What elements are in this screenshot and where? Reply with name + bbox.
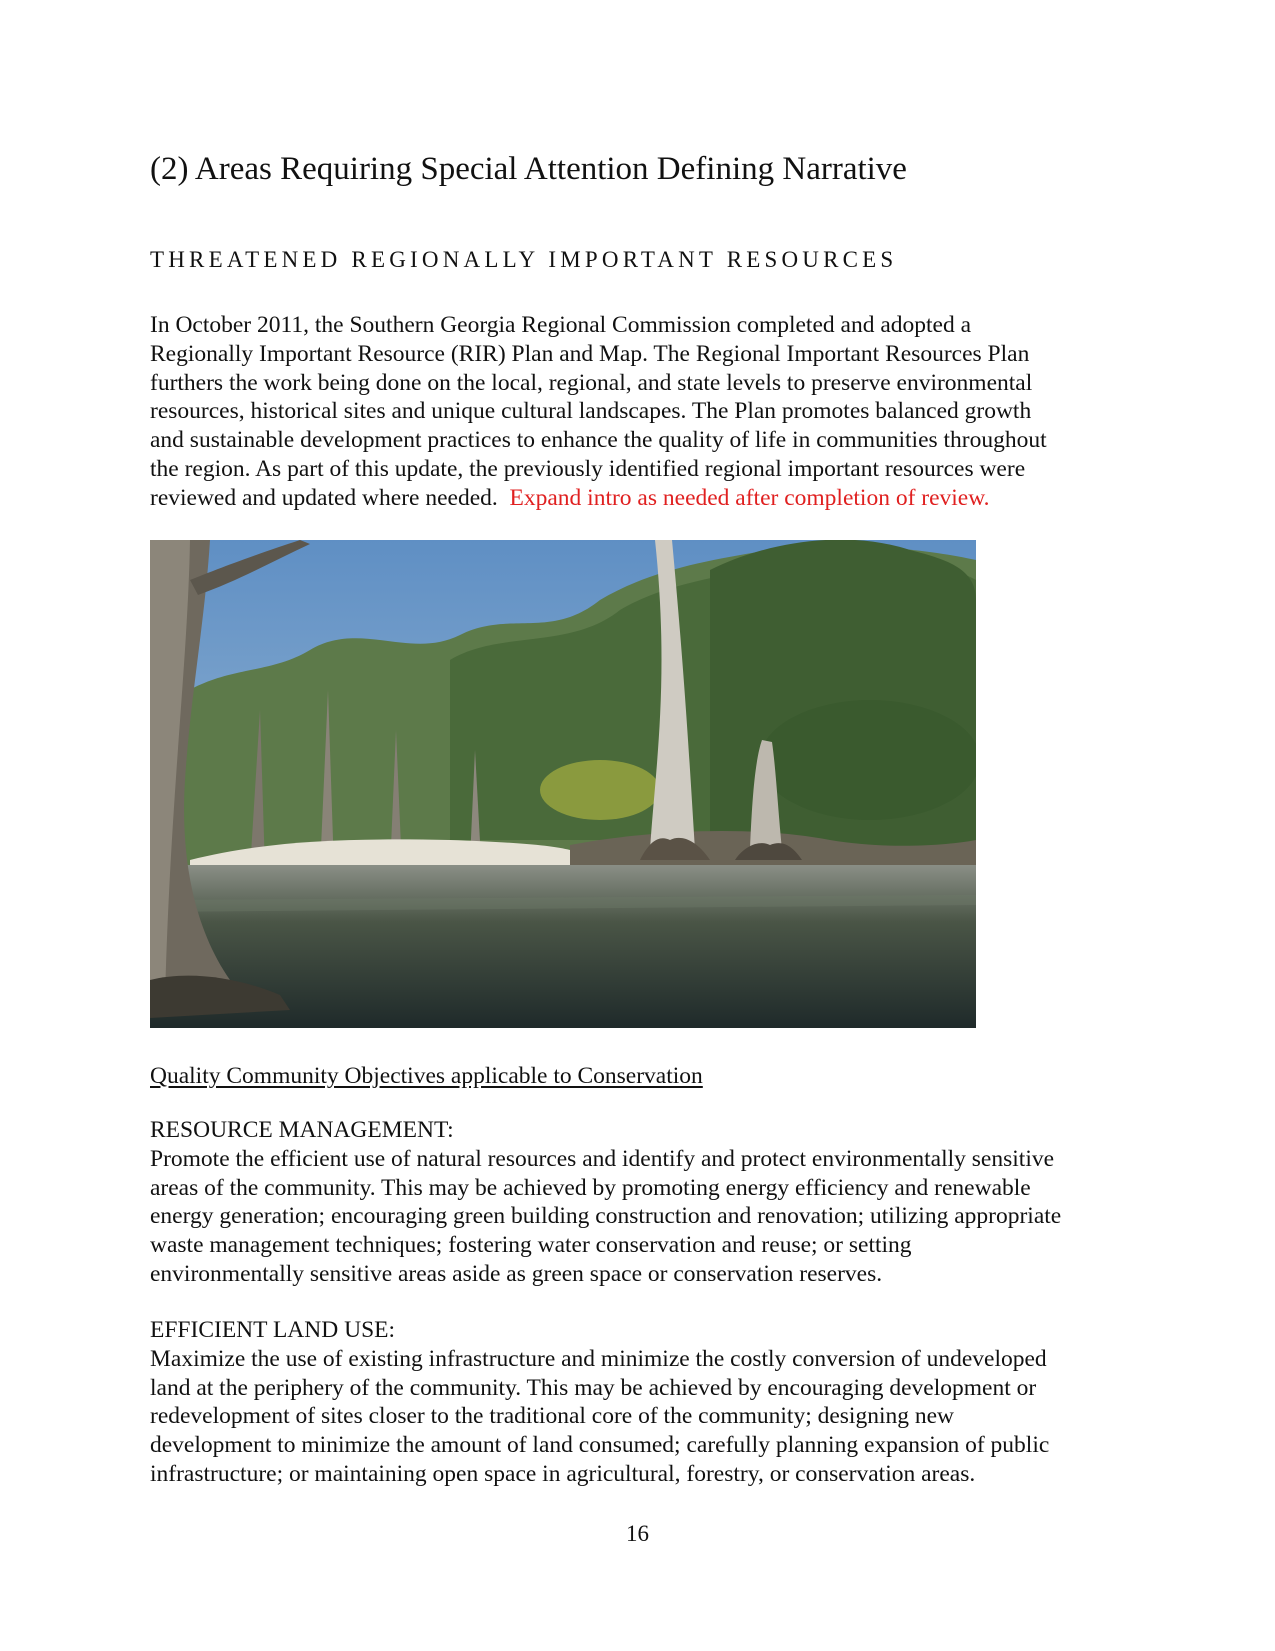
efficient-land-use-line: Maximize the use of existing infrastructure and minimize the costly conversion of undeveloped	[150, 1345, 1047, 1372]
resource-management-title: RESOURCE MANAGEMENT:	[150, 1117, 454, 1143]
resource-management-line: energy generation; encouraging green building construction and renovation; utilizing appropriate	[150, 1203, 1062, 1230]
efficient-land-use-title: EFFICIENT LAND USE:	[150, 1317, 396, 1343]
efficient-land-use-line: infrastructure; or maintaining open space in agricultural, forestry, or conservation areas.	[150, 1460, 976, 1487]
resource-management-line: waste management techniques; fostering water conservation and reuse; or setting	[150, 1232, 912, 1259]
intro-line: resources, historical sites and unique cultural landscapes. The Plan promotes balanced growth	[150, 398, 1032, 425]
efficient-land-use-line: development to minimize the amount of land consumed; carefully planning expansion of public	[150, 1432, 1050, 1459]
section-heading: THREATENED REGIONALLY IMPORTANT RESOURCES	[150, 247, 898, 272]
efficient-land-use-line: land at the periphery of the community. This may be achieved by encouraging development or	[150, 1374, 1037, 1401]
intro-line: the region. As part of this update, the previously identified regional important resources were	[150, 455, 1026, 482]
objectives-heading: Quality Community Objectives applicable to Conservation	[150, 1063, 703, 1089]
intro-line: Regionally Important Resource (RIR) Plan and Map. The Regional Important Resources Plan	[150, 340, 1030, 367]
intro-line: and sustainable development practices to enhance the quality of life in communities throughout	[150, 427, 1047, 454]
resource-management-line: areas of the community. This may be achieved by promoting energy efficiency and renewable	[150, 1174, 1031, 1201]
page-title: (2) Areas Requiring Special Attention Defining Narrative	[150, 151, 907, 187]
editor-note: Expand intro as needed after completion of review.	[509, 484, 990, 511]
intro-line: In October 2011, the Southern Georgia Regional Commission completed and adopted a	[150, 312, 972, 338]
intro-line: furthers the work being done on the local, regional, and state levels to preserve environmental	[150, 369, 1033, 396]
efficient-land-use-line: redevelopment of sites closer to the traditional core of the community; designing new	[150, 1403, 955, 1430]
page-number: 16	[626, 1521, 649, 1546]
intro-paragraph	[150, 311, 1130, 513]
efficient-land-use-section	[150, 1316, 1130, 1489]
river-photo	[150, 540, 976, 1028]
resource-management-line: environmentally sensitive areas aside as green space or conservation reserves.	[150, 1260, 883, 1287]
intro-line-last	[150, 484, 1130, 513]
resource-management-section	[150, 1116, 1130, 1289]
intro-line-text: reviewed and updated where needed.	[150, 484, 510, 511]
resource-management-line: Promote the efficient use of natural resources and identify and protect environmentally sensitive	[150, 1145, 1055, 1172]
